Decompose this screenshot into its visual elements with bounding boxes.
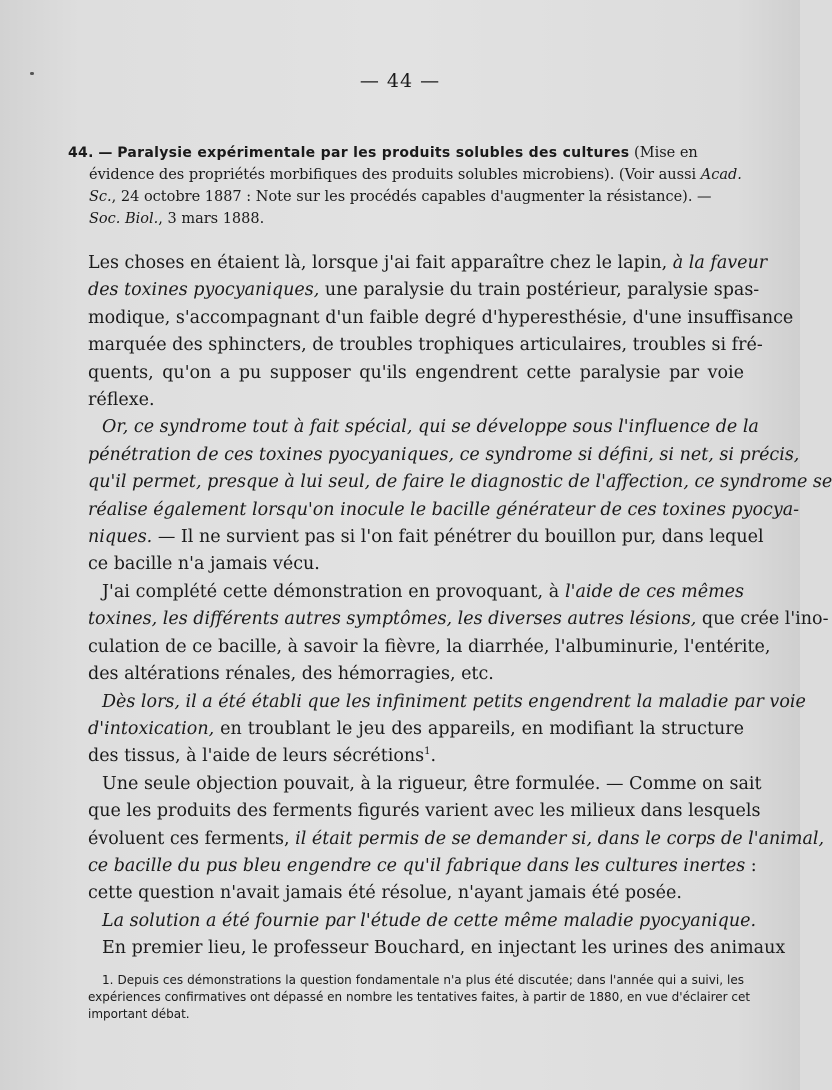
body-line — [88, 771, 762, 798]
body-line — [88, 661, 744, 688]
body-line — [88, 497, 800, 524]
body-italic-text: La solution a été fournie par l'étude de cette même maladie pyocyanique. — [102, 910, 757, 931]
heading-ref-soc: Soc. Biol. — [89, 211, 159, 227]
footnote-ref: 1 — [424, 746, 431, 758]
body-line — [88, 277, 760, 304]
heading-line-3 — [68, 186, 736, 208]
body-text: évoluent ces ferments, — [88, 828, 296, 849]
body-italic-text: à la faveur — [672, 253, 768, 273]
body-italic-text: pénétration de ces toxines pyocyaniques, ce syndrome si défini, si net, si précis, — [88, 444, 800, 465]
body-line — [88, 332, 763, 359]
body-text: que les produits des ferments figurés varient avec les milieux dans lesquels — [88, 801, 761, 822]
body-line — [88, 442, 800, 469]
body-line — [88, 634, 771, 661]
heading-ref-acad: Acad. — [700, 167, 742, 183]
entry-dash: — — [98, 145, 113, 161]
footnote-line — [88, 989, 751, 1006]
body-text: cette question n'avait jamais été résolue, n'ayant jamais été posée. — [88, 883, 682, 904]
entry-title: Paralysie expérimentale par les produits solubles des cultures — [117, 145, 630, 161]
body-line — [88, 743, 744, 770]
body-text: des tissus, à l'aide de leurs sécrétions — [88, 746, 425, 767]
body-italic-text: réalise également lorsqu'on inocule le bacille générateur de ces toxines pyocya- — [88, 499, 800, 520]
body-text: marquée des sphincters, de troubles trophiques articulaires, troubles si fré- — [88, 335, 763, 356]
body-text: une paralysie du train postérieur, paralysie spas- — [319, 280, 760, 301]
body-text — [88, 250, 832, 963]
body-text: ce bacille n'a jamais vécu. — [88, 554, 320, 575]
body-line — [88, 360, 744, 387]
body-italic-text: ce bacille du pus bleu engendre ce qu'il fabrique dans les cultures inertes — [88, 855, 746, 876]
body-text: modique, s'accompagnant d'un faible degré d'hyperesthésie, d'une insuffisance — [88, 307, 794, 328]
body-text: : — [745, 855, 757, 876]
body-text: — Il ne survient pas si l'on fait pénétrer du bouillon pur, dans lequel — [152, 527, 764, 548]
footnotes — [88, 972, 751, 1023]
body-italic-text: Dès lors, il a été établi que les infiniment petits engendrent la maladie par voie — [102, 691, 806, 712]
body-text: En premier lieu, le professeur Bouchard, en injectant les urines des animaux — [102, 938, 786, 959]
heading-text-4: , 3 mars 1888. — [158, 211, 265, 227]
heading-line-2 — [68, 164, 742, 186]
heading-line-4 — [68, 208, 736, 230]
footnote-line — [88, 1006, 744, 1023]
body-line — [88, 579, 744, 606]
body-italic-text: niques. — [88, 527, 153, 548]
body-line — [88, 606, 829, 633]
body-line — [88, 250, 768, 277]
heading-line-1 — [68, 142, 736, 164]
entry-number: 44. — [68, 145, 94, 161]
heading-text-2: évidence des propriétés morbifiques des produits solubles microbiens). (Voir aussi — [89, 167, 701, 183]
body-text: culation de ce bacille, à savoir la fièvre, la diarrhée, l'albuminurie, l'entérite, — [88, 636, 771, 657]
body-line — [88, 305, 794, 332]
body-italic-text: des toxines pyocyaniques, — [88, 280, 320, 301]
body-italic-text: il était permis de se demander si, dans le corps de l'animal, — [295, 828, 825, 849]
body-line — [88, 551, 744, 578]
body-text: en troublant le jeu des appareils, en modifiant la structure — [214, 718, 744, 739]
entry-heading — [68, 142, 742, 230]
page-number: — 44 — — [359, 70, 441, 92]
body-line — [88, 935, 786, 962]
body-line — [88, 414, 759, 441]
body-line — [88, 524, 764, 551]
body-line — [88, 387, 744, 414]
body-text: Une seule objection pouvait, à la rigueur, être formulée. — Comme on sait — [102, 773, 762, 794]
body-line — [88, 689, 806, 716]
body-text: . — [430, 746, 437, 767]
body-text: J'ai complété cette démonstration en provoquant, à — [102, 581, 566, 602]
body-line — [88, 853, 757, 880]
body-line — [88, 716, 744, 743]
footnote-text: 1. Depuis ces démonstrations la question fondamentale n'a plus été discutée; dans l'année qui a suivi, les — [102, 973, 744, 987]
body-line — [88, 469, 832, 496]
heading-text-1: (Mise en — [629, 145, 698, 161]
body-italic-text: qu'il permet, presque à lui seul, de faire le diagnostic de l'affection, ce syndrome se — [88, 472, 832, 493]
body-line — [88, 798, 761, 825]
heading-text-3: , 24 octobre 1887 : Note sur les procédés capables d'augmenter la résistance). — — [111, 189, 712, 205]
body-text: quents, qu'on a pu supposer qu'ils engendrent cette paralysie par voie — [88, 362, 744, 383]
body-line — [88, 826, 825, 853]
footnote-line — [88, 972, 744, 989]
footnote-text: important débat. — [88, 1007, 190, 1021]
body-italic-text: Or, ce syndrome tout à fait spécial, qui se développe sous l'influence de la — [102, 417, 759, 438]
footnote-text: expériences confirmatives ont dépassé en nombre les tentatives faites, à partir de 1880, en vue d'éclairer cet — [88, 990, 751, 1004]
body-text: Les choses en étaient là, lorsque j'ai fait apparaître chez le lapin, — [88, 253, 673, 273]
body-text: des altérations rénales, des hémorragies, etc. — [88, 664, 494, 685]
body-line — [88, 908, 757, 935]
heading-ref-sc: Sc. — [89, 189, 112, 205]
body-italic-text: toxines, les différents autres symptômes, les diverses autres lésions, — [88, 609, 697, 630]
body-text: réflexe. — [88, 390, 155, 411]
body-text: que crée l'ino- — [696, 609, 829, 630]
body-italic-text: l'aide de ces mêmes — [565, 581, 745, 602]
body-italic-text: d'intoxication, — [88, 718, 215, 739]
body-line — [88, 880, 744, 907]
